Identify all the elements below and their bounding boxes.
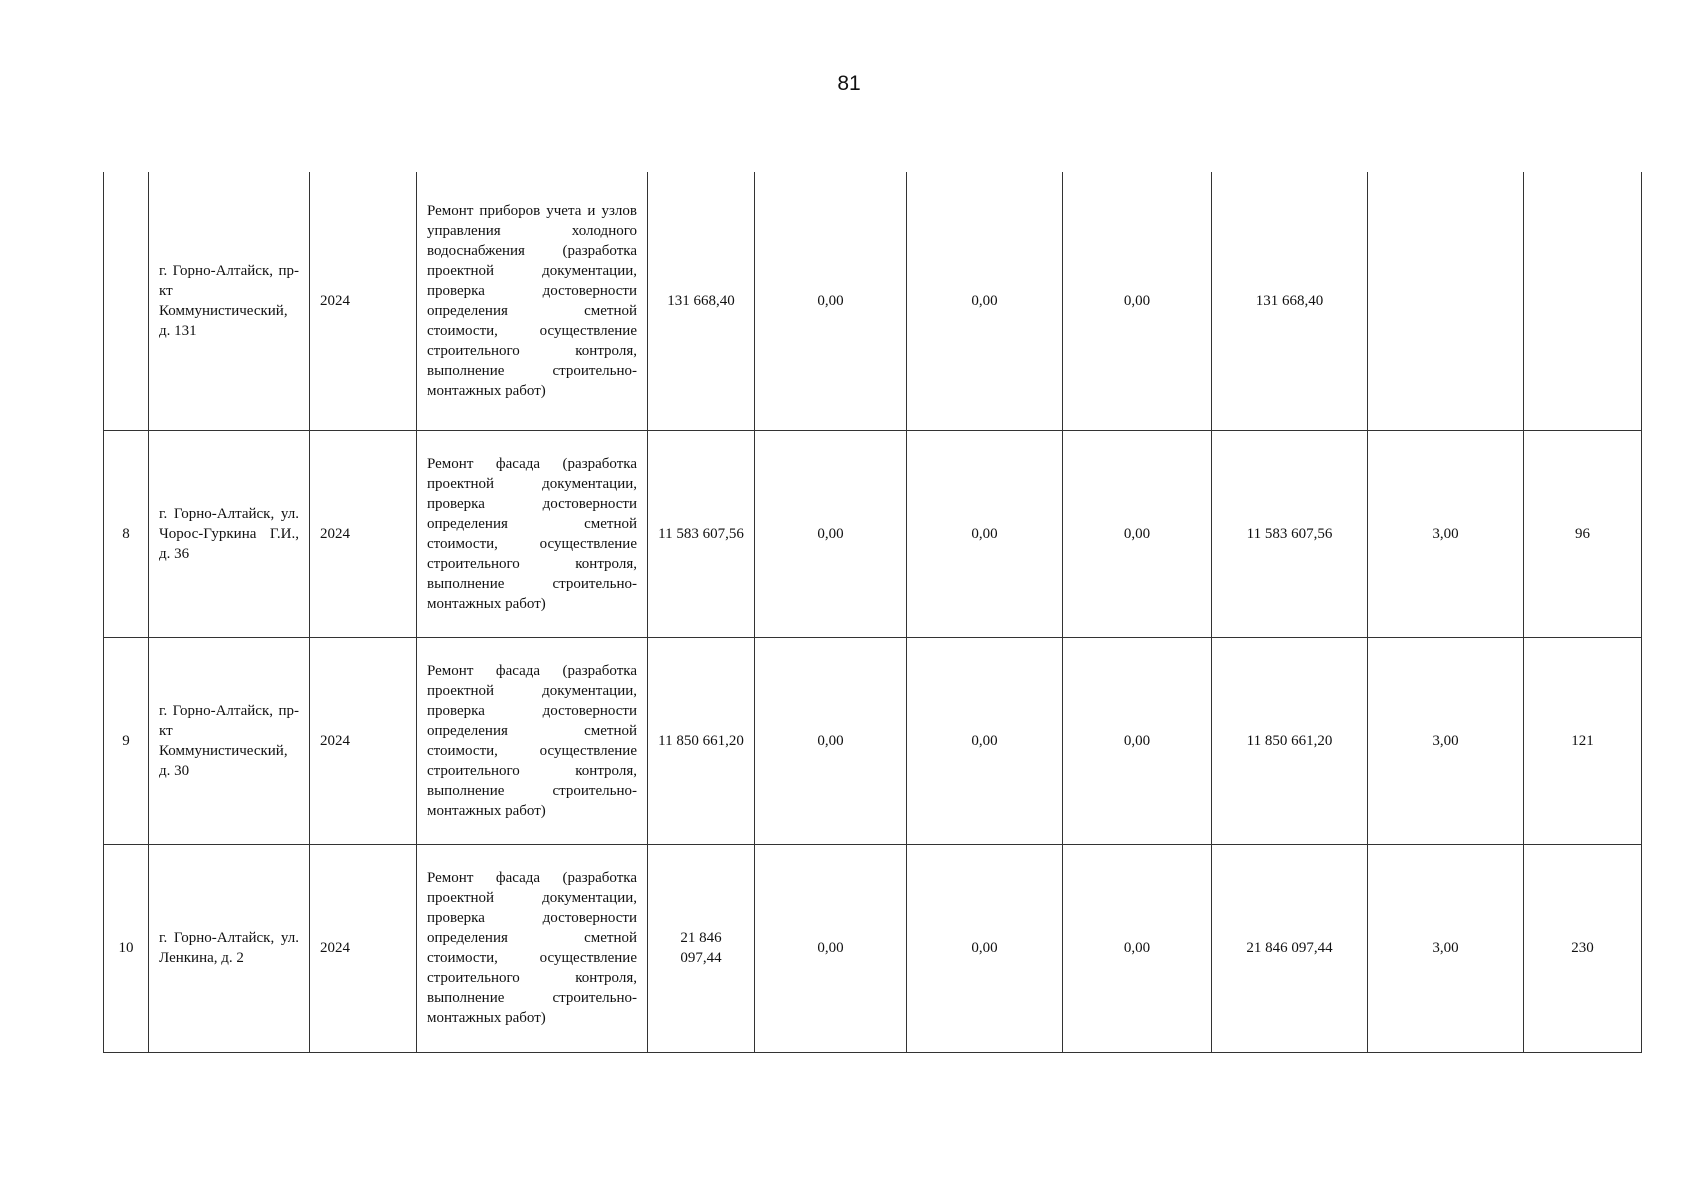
table-row xyxy=(104,172,1642,430)
repair-program-table xyxy=(103,172,1642,1053)
page-number: 81 xyxy=(837,72,861,95)
count-cell xyxy=(1524,172,1642,430)
year-cell: 2024 xyxy=(310,430,417,637)
funding-cell-3: 0,00 xyxy=(1063,172,1212,430)
row-number: 8 xyxy=(104,430,149,637)
work-description-cell: Ремонт фасада (разработка проектной документации, проверка достоверности определения сметной стоимости, осуществление строительного контроля, выполнение строительно-монтажных работ) xyxy=(417,637,648,844)
table-row xyxy=(104,637,1642,844)
total-cost-cell: 11 583 607,56 xyxy=(648,430,755,637)
work-description-cell: Ремонт фасада (разработка проектной документации, проверка достоверности определения сметной стоимости, осуществление строительного контроля, выполнение строительно-монтажных работ) xyxy=(417,430,648,637)
funding-cell-4: 131 668,40 xyxy=(1212,172,1368,430)
rate-cell: 3,00 xyxy=(1368,430,1524,637)
year-cell: 2024 xyxy=(310,637,417,844)
rate-cell: 3,00 xyxy=(1368,637,1524,844)
row-number: 10 xyxy=(104,844,149,1052)
work-description-cell: Ремонт приборов учета и узлов управления холодного водоснабжения (разработка проектной документации, проверка достоверности определения сметной стоимости, осуществление строительного контроля, выполнение строительно-монтажных работ) xyxy=(417,172,648,430)
funding-cell-3: 0,00 xyxy=(1063,430,1212,637)
row-number: 9 xyxy=(104,637,149,844)
funding-cell-1: 0,00 xyxy=(755,637,907,844)
funding-cell-1: 0,00 xyxy=(755,430,907,637)
count-cell: 230 xyxy=(1524,844,1642,1052)
rate-cell xyxy=(1368,172,1524,430)
funding-cell-3: 0,00 xyxy=(1063,637,1212,844)
funding-cell-4: 11 850 661,20 xyxy=(1212,637,1368,844)
funding-cell-2: 0,00 xyxy=(907,844,1063,1052)
total-cost-cell: 131 668,40 xyxy=(648,172,755,430)
total-cost-cell: 11 850 661,20 xyxy=(648,637,755,844)
work-description-cell: Ремонт фасада (разработка проектной документации, проверка достоверности определения сметной стоимости, осуществление строительного контроля, выполнение строительно-монтажных работ) xyxy=(417,844,648,1052)
funding-cell-4: 11 583 607,56 xyxy=(1212,430,1368,637)
funding-cell-4: 21 846 097,44 xyxy=(1212,844,1368,1052)
address-cell: г. Горно-Алтайск, пр-кт Коммунистический, д. 30 xyxy=(149,637,310,844)
table-row xyxy=(104,430,1642,637)
year-cell: 2024 xyxy=(310,844,417,1052)
funding-cell-2: 0,00 xyxy=(907,637,1063,844)
funding-cell-1: 0,00 xyxy=(755,172,907,430)
count-cell: 121 xyxy=(1524,637,1642,844)
address-cell: г. Горно-Алтайск, ул. Чорос-Гуркина Г.И., д. 36 xyxy=(149,430,310,637)
year-cell: 2024 xyxy=(310,172,417,430)
funding-cell-1: 0,00 xyxy=(755,844,907,1052)
funding-cell-2: 0,00 xyxy=(907,172,1063,430)
address-cell: г. Горно-Алтайск, пр-кт Коммунистический, д. 131 xyxy=(149,172,310,430)
row-number xyxy=(104,172,149,430)
funding-cell-2: 0,00 xyxy=(907,430,1063,637)
table-row xyxy=(104,844,1642,1052)
rate-cell: 3,00 xyxy=(1368,844,1524,1052)
total-cost-cell: 21 846 097,44 xyxy=(648,844,755,1052)
count-cell: 96 xyxy=(1524,430,1642,637)
address-cell: г. Горно-Алтайск, ул. Ленкина, д. 2 xyxy=(149,844,310,1052)
funding-cell-3: 0,00 xyxy=(1063,844,1212,1052)
